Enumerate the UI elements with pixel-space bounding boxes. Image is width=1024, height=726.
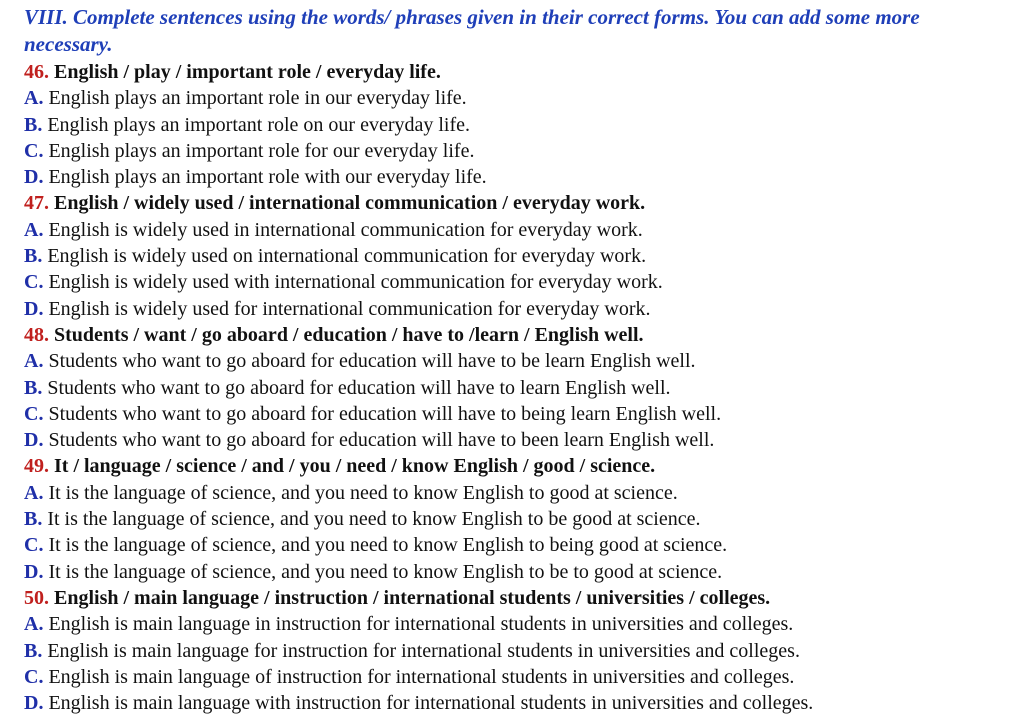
question-50 xyxy=(24,585,1010,611)
option-47-d xyxy=(24,296,1010,322)
option-letter: B. xyxy=(24,113,43,136)
option-letter: C. xyxy=(24,139,44,162)
option-46-a xyxy=(24,85,1010,111)
option-text: English is widely used in international communication for everyday work. xyxy=(48,218,643,241)
option-text: Students who want to go aboard for education will have to learn English well. xyxy=(47,376,671,399)
option-text: English plays an important role on our everyday life. xyxy=(47,113,471,136)
question-prompt: It / language / science / and / you / need / know English / good / science. xyxy=(54,455,656,478)
option-48-b xyxy=(24,375,1010,401)
question-49 xyxy=(24,453,1010,479)
option-48-a xyxy=(24,348,1010,374)
option-text: It is the language of science, and you need to know English to be to good at science. xyxy=(48,560,723,583)
option-48-c xyxy=(24,401,1010,427)
option-letter: D. xyxy=(24,166,44,189)
option-letter: B. xyxy=(24,508,43,531)
option-text: It is the language of science, and you need to know English to good at science. xyxy=(48,481,678,504)
option-letter: A. xyxy=(24,350,44,373)
option-49-b xyxy=(24,506,1010,532)
option-50-b xyxy=(24,638,1010,664)
question-prompt: Students / want / go aboard / education / have to /learn / English well. xyxy=(54,323,644,346)
option-letter: B. xyxy=(24,376,43,399)
option-text: English is widely used for international communication for everyday work. xyxy=(48,297,651,320)
option-49-a xyxy=(24,480,1010,506)
question-number: 46. xyxy=(24,61,49,83)
option-text: Students who want to go aboard for education will have to being learn English well. xyxy=(48,402,722,425)
option-47-c xyxy=(24,269,1010,295)
question-number: 49. xyxy=(24,455,49,478)
question-number: 47. xyxy=(24,192,49,215)
option-letter: A. xyxy=(24,481,44,504)
option-46-b xyxy=(24,112,1010,138)
option-letter: B. xyxy=(24,245,43,268)
option-letter: D. xyxy=(24,560,44,583)
option-text: English plays an important role with our everyday life. xyxy=(48,166,487,189)
section-heading: VIII. Complete sentences using the words/ phrases given in their correct forms. You can add some more necessary. xyxy=(24,5,920,56)
question-47 xyxy=(24,190,1010,216)
option-letter: C. xyxy=(24,665,44,688)
question-48 xyxy=(24,322,1010,348)
option-text: Students who want to go aboard for education will have to be learn English well. xyxy=(48,350,696,373)
option-letter: C. xyxy=(24,271,44,294)
option-letter: D. xyxy=(24,297,44,320)
option-text: English plays an important role in our everyday life. xyxy=(48,87,467,110)
option-50-a xyxy=(24,611,1010,637)
option-text: English is main language for instruction for international students in universities and colleges. xyxy=(47,639,800,662)
option-letter: A. xyxy=(24,613,44,636)
option-47-a xyxy=(24,217,1010,243)
option-letter: C. xyxy=(24,534,44,557)
option-text: It is the language of science, and you need to know English to be good at science. xyxy=(47,508,701,531)
option-letter: D. xyxy=(24,429,44,452)
option-text: Students who want to go aboard for education will have to been learn English well. xyxy=(48,429,715,452)
option-letter: D. xyxy=(24,692,44,715)
option-letter: B. xyxy=(24,639,43,662)
question-prompt: English / main language / instruction / international students / universities / colleges. xyxy=(54,586,771,609)
question-prompt: English / widely used / international communication / everyday work. xyxy=(54,192,646,215)
option-text: English is widely used on international communication for everyday work. xyxy=(47,245,647,268)
option-46-c xyxy=(24,138,1010,164)
option-letter: C. xyxy=(24,402,44,425)
option-text: English is main language in instruction for international students in universities and colleges. xyxy=(48,613,794,636)
option-text: English is widely used with international communication for everyday work. xyxy=(48,271,663,294)
option-47-b xyxy=(24,243,1010,269)
option-48-d xyxy=(24,427,1010,453)
option-letter: A. xyxy=(24,87,44,110)
option-text: It is the language of science, and you need to know English to being good at science. xyxy=(48,534,728,557)
question-number: 48. xyxy=(24,323,49,346)
option-46-d xyxy=(24,164,1010,190)
question-46 xyxy=(24,59,1010,85)
option-text: English is main language of instruction for international students in universities and colleges. xyxy=(48,665,795,688)
option-50-c xyxy=(24,664,1010,690)
option-49-c xyxy=(24,532,1010,558)
question-prompt: English / play / important role / everyday life. xyxy=(54,61,441,83)
option-letter: A. xyxy=(24,218,44,241)
option-50-d xyxy=(24,690,1010,716)
option-text: English plays an important role for our everyday life. xyxy=(48,139,475,162)
option-text: English is main language with instruction for international students in universities and colleges. xyxy=(48,692,814,715)
question-number: 50. xyxy=(24,586,49,609)
option-49-d xyxy=(24,559,1010,585)
